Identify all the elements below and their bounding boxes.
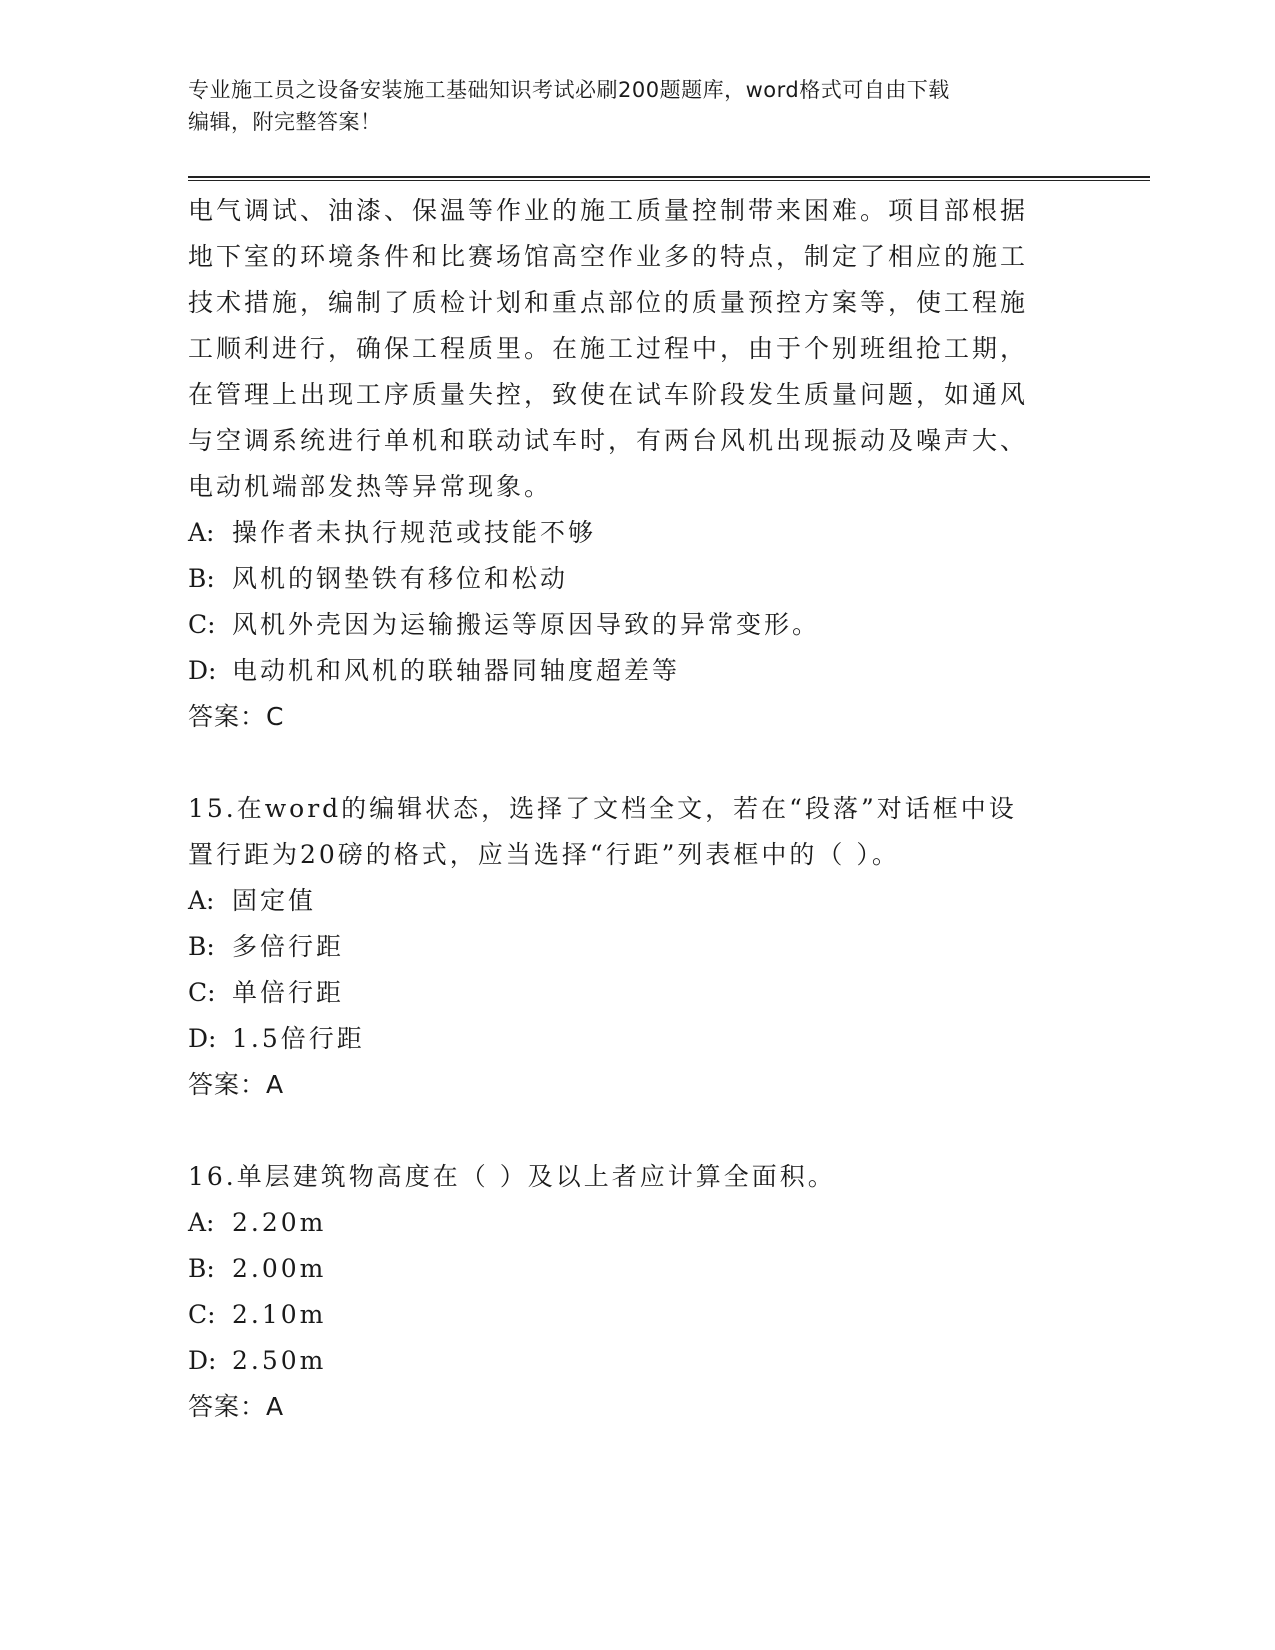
option-d <box>188 648 1068 694</box>
question-spacer <box>188 1108 1068 1154</box>
option-d <box>188 1016 1068 1062</box>
option-letter: D: <box>188 656 217 685</box>
option-text: 多倍行距 <box>232 932 345 961</box>
option-text: 2.00m <box>232 1254 327 1283</box>
question-text-line: 电气调试、油漆、保温等作业的施工质量控制带来困难。项目部根据 <box>188 196 1029 225</box>
option-letter: D: <box>188 1024 217 1053</box>
header-title-line-2: 编辑，附完整答案！ <box>188 110 382 134</box>
question-text-line: 16.单层建筑物高度在（ ）及以上者应计算全面积。 <box>188 1162 836 1191</box>
question-text-line: 地下室的环境条件和比赛场馆高空作业多的特点，制定了相应的施工 <box>188 242 1029 271</box>
question-text-line: 置行距为20磅的格式，应当选择“行距”列表框中的（ ）。 <box>188 840 900 869</box>
option-b <box>188 556 1068 602</box>
option-a <box>188 878 1068 924</box>
answer-line: 答案：C <box>188 702 285 731</box>
answer-line: 答案：A <box>188 1070 285 1099</box>
option-b <box>188 1246 1068 1292</box>
option-text: 单倍行距 <box>232 978 345 1007</box>
option-letter: C: <box>188 1300 216 1329</box>
option-d <box>188 1338 1068 1384</box>
option-text: 1.5倍行距 <box>232 1024 365 1053</box>
question-16 <box>188 1154 1068 1430</box>
option-a <box>188 510 1068 556</box>
page-header <box>188 74 1068 138</box>
option-c <box>188 970 1068 1016</box>
question-text-line: 15.在word的编辑状态，选择了文档全文，若在“段落”对话框中设 <box>188 794 1017 823</box>
document-body <box>188 188 1068 1430</box>
option-text: 操作者未执行规范或技能不够 <box>232 518 597 547</box>
option-text: 2.20m <box>232 1208 327 1237</box>
option-letter: B: <box>188 564 215 593</box>
header-title-line-1: 专业施工员之设备安装施工基础知识考试必刷200题题库，word格式可自由下载 <box>188 78 950 102</box>
question-text-line: 电动机端部发热等异常现象。 <box>188 472 553 501</box>
option-letter: B: <box>188 932 215 961</box>
option-c <box>188 602 1068 648</box>
option-text: 电动机和风机的联轴器同轴度超差等 <box>232 656 681 685</box>
option-c <box>188 1292 1068 1338</box>
option-text: 风机外壳因为运输搬运等原因导致的异常变形。 <box>232 610 821 639</box>
option-letter: A: <box>188 1208 215 1237</box>
option-text: 固定值 <box>232 886 317 915</box>
question-text-line: 与空调系统进行单机和联动试车时，有两台风机出现振动及噪声大、 <box>188 426 1029 455</box>
option-letter: C: <box>188 978 216 1007</box>
question-text-line: 技术措施，编制了质检计划和重点部位的质量预控方案等，使工程施 <box>188 288 1029 317</box>
question-text-line: 工顺利进行，确保工程质里。在施工过程中，由于个别班组抢工期， <box>188 334 1029 363</box>
option-letter: A: <box>188 518 215 547</box>
option-letter: B: <box>188 1254 215 1283</box>
option-text: 2.50m <box>232 1346 327 1375</box>
option-letter: A: <box>188 886 215 915</box>
option-a <box>188 1200 1068 1246</box>
question-text-line: 在管理上出现工序质量失控，致使在试车阶段发生质量问题，如通风 <box>188 380 1029 409</box>
answer-line: 答案：A <box>188 1392 285 1421</box>
option-text: 2.10m <box>232 1300 327 1329</box>
question-14 <box>188 188 1068 740</box>
option-letter: C: <box>188 610 216 639</box>
option-letter: D: <box>188 1346 217 1375</box>
option-text: 风机的钢垫铁有移位和松动 <box>232 564 569 593</box>
question-15 <box>188 786 1068 1108</box>
option-b <box>188 924 1068 970</box>
question-spacer <box>188 740 1068 786</box>
header-divider <box>188 176 1150 181</box>
